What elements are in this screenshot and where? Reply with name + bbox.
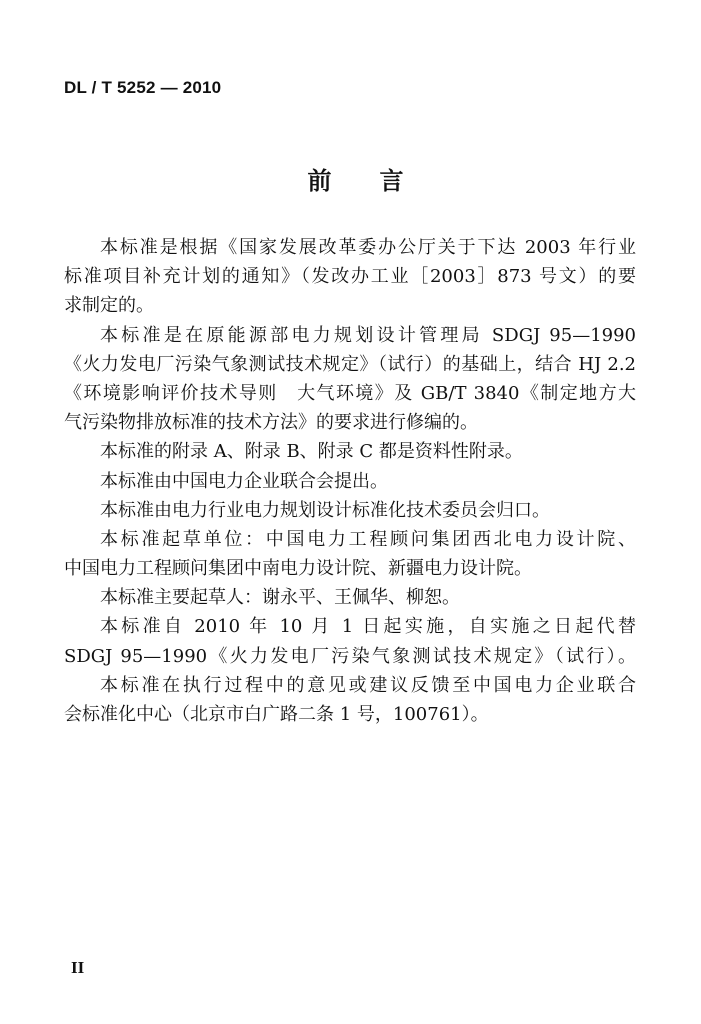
paragraph-line: SDGJ 95—1990《火力发电厂污染气象测试技术规定》（试行）。	[64, 645, 636, 667]
page-number: II	[71, 958, 85, 977]
paragraph-line: 求制定的。	[64, 295, 154, 317]
paragraph-line: 本标准的附录 A、附录 B、附录 C 都是资料性附录。	[100, 441, 523, 463]
paragraph-line: 《环境影响评价技术导则 大气环境》及 GB/T 3840《制定地方大	[64, 382, 636, 404]
paragraph-line: 标准项目补充计划的通知》（发改办工业［2003］873 号文）的要	[64, 266, 636, 288]
preface-body	[64, 233, 636, 729]
paragraph-line: 本标准由电力行业电力规划设计标准化技术委员会归口。	[100, 499, 550, 521]
paragraph-line: 本标准自 2010 年 10 月 1 日起实施，自实施之日起代替	[100, 616, 636, 638]
paragraph-line: 本标准主要起草人：谢永平、王佩华、柳恕。	[100, 587, 460, 609]
paragraph-line: 中国电力工程顾问集团中南电力设计院、新疆电力设计院。	[64, 558, 532, 580]
paragraph-line: 本标准是在原能源部电力规划设计管理局 SDGJ 95—1990	[100, 324, 636, 346]
paragraph-line: 本标准是根据《国家发展改革委办公厅关于下达 2003 年行业	[100, 237, 636, 258]
paragraph-line: 气污染物排放标准的技术方法》的要求进行修编的。	[64, 412, 478, 434]
paragraph-line: 本标准在执行过程中的意见或建议反馈至中国电力企业联合	[100, 674, 636, 696]
paragraph-line: 本标准起草单位：中国电力工程顾问集团西北电力设计院、	[100, 528, 636, 550]
paragraph-line: 本标准由中国电力企业联合会提出。	[100, 470, 388, 492]
page-title: 前言	[307, 167, 452, 195]
paragraph-line: 会标准化中心（北京市白广路二条 1 号，100761）。	[64, 704, 489, 725]
paragraph-line: 《火力发电厂污染气象测试技术规定》（试行）的基础上，结合 HJ 2.2	[64, 353, 636, 375]
document-number-header: DL / T 5252 — 2010	[64, 78, 222, 97]
